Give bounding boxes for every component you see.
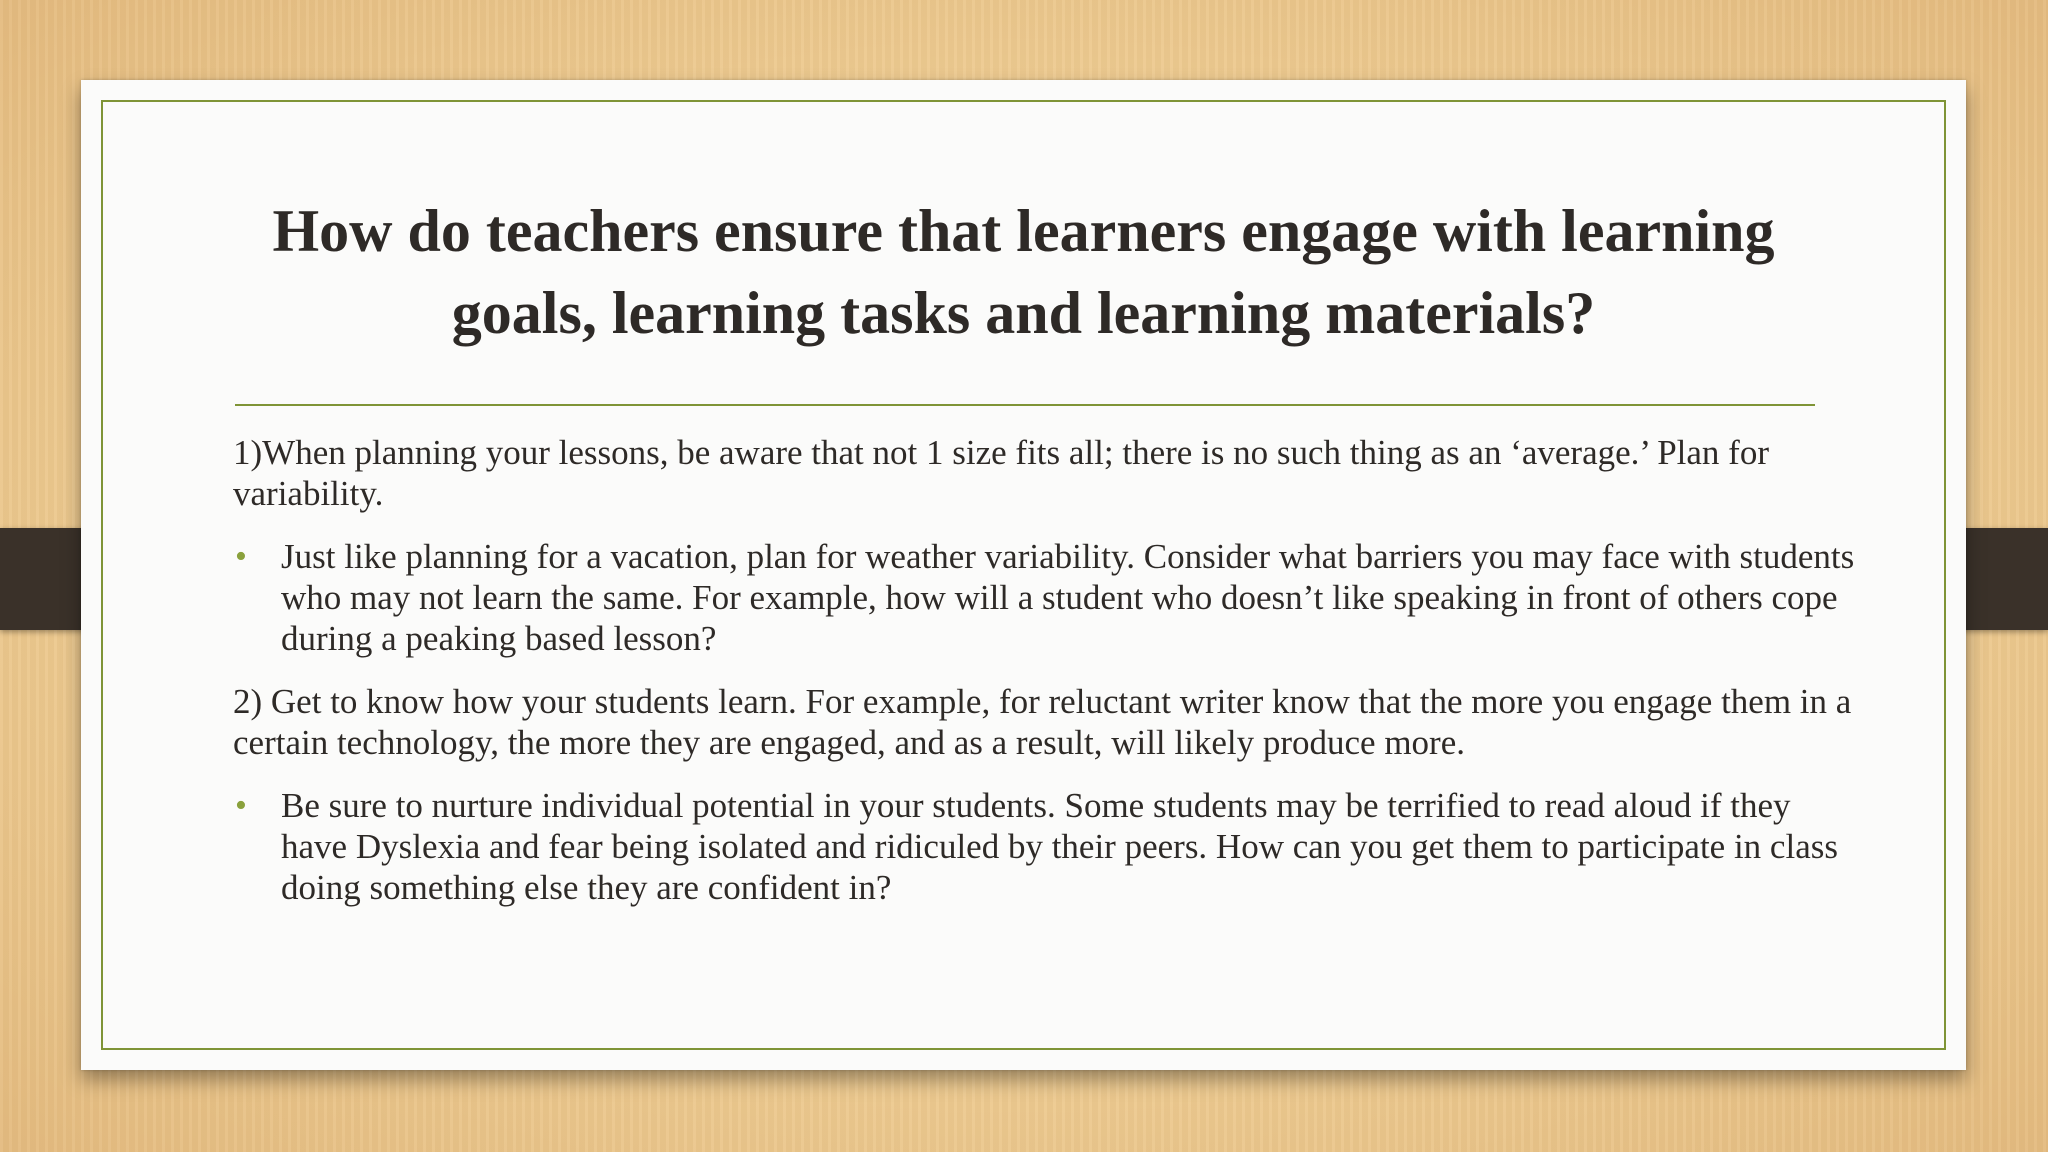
paragraph-1: 1)When planning your lessons, be aware that not 1 size fits all; there is no such thing as an ‘average.’ Plan for variability. xyxy=(233,433,1769,513)
slide-title: How do teachers ensure that learners engage with learning goals, learning tasks and learning materials? xyxy=(272,198,1775,346)
bullet-dot-icon: • xyxy=(235,787,247,824)
bullet-text-2: Be sure to nurture individual potential in your students. Some students may be terrified to read aloud if they have Dyslexia and fear being isolated and ridiculed by their peers. How can you get them to participate in class doing something else they are confident in? xyxy=(281,786,1838,907)
slide-card xyxy=(81,80,1966,1070)
bullet-item-1 xyxy=(233,536,1863,659)
paragraph-2: 2) Get to know how your students learn. For example, for reluctant writer know that the more you engage them in a certain technology, the more they are engaged, and as a result, will likely produce more. xyxy=(233,682,1852,762)
bullet-dot-icon: • xyxy=(235,538,247,575)
bullet-text-1: Just like planning for a vacation, plan for weather variability. Consider what barriers you may face with students who may not learn the same. For example, how will a student who doesn’t like speaking in front of others cope during a peaking based lesson? xyxy=(281,537,1855,658)
title-divider xyxy=(235,404,1815,406)
slide-content xyxy=(233,432,1863,930)
bullet-item-2 xyxy=(233,785,1863,908)
